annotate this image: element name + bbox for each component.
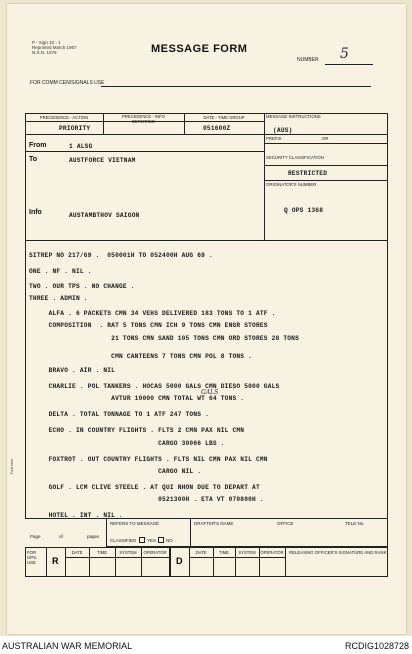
security-top-divider — [264, 165, 388, 166]
body-line: SITREP NO 217/69 . 050001H TO 052400H AUG 69 . — [29, 252, 213, 259]
page-label: Page — [30, 534, 41, 539]
refers-label: REFERS TO MESSAGE — [110, 521, 160, 526]
instructions-label: MESSAGE INSTRUCTIONS — [266, 114, 321, 119]
body-line: THREE . ADMIN . — [29, 295, 88, 302]
message-form-sheet — [7, 4, 406, 634]
form-code-line: N.S.N. 1678 — [32, 50, 57, 55]
dtg-label: DATE - TIME GROUP — [203, 115, 245, 120]
d-col-divider — [189, 557, 285, 558]
body-line: CARGO NIL . — [29, 468, 202, 475]
number-value: 5 — [340, 46, 349, 62]
precedence-action-label: PRECEDENCE - ACTION — [39, 115, 89, 120]
prefix-divider — [264, 143, 388, 144]
to-value: AUSTFORCE VIETNAM — [69, 157, 136, 164]
dtg-value: 051600Z — [203, 125, 231, 132]
body-line: GOLF . LCM CLIVE STEELE . AT QUI NHON DUE TO DEPART AT — [29, 484, 260, 491]
body-line: FOXTROT . OUT COUNTRY FLIGHTS . FLTS NIL CMN PAX NIL CMN — [29, 456, 268, 463]
body-line: COMPOSITION . RAT 5 TONS CMN ICH 9 TONS CMN ENGR STORES — [29, 322, 268, 329]
body-line: CMN CANTEENS 7 TONS CMN POL 8 TONS . — [29, 353, 253, 360]
number-label: NUMBER — [297, 57, 319, 63]
d-label: D — [176, 556, 183, 566]
number-underline — [325, 64, 373, 65]
r-operator-label: OPERATOR — [143, 550, 167, 555]
ops-divider-5 — [169, 547, 171, 577]
r-col-divider — [65, 557, 169, 558]
info-label: Info — [29, 209, 42, 216]
no-label: NO — [166, 538, 173, 543]
form-code-line: Reprinted March 1967 — [32, 45, 77, 50]
releasing-label: RELEASING OFFICER'S SIGNATURE AND RANK — [289, 550, 387, 555]
office-label: OFFICE — [277, 521, 294, 526]
originator-label: ORIGINATOR'S NUMBER — [266, 182, 317, 187]
from-divider — [25, 151, 264, 152]
body-line: TWO . OUR TPS . NO CHANGE . — [29, 283, 135, 290]
form-code-line: P - Sign 32 - 1 — [32, 40, 61, 45]
r-system-label: SYSTEM — [119, 550, 137, 555]
r-time-label: TIME — [96, 550, 107, 555]
for-comm-label: FOR COMM CEN/SIGNALS USE — [30, 80, 105, 86]
from-label: From — [29, 142, 47, 149]
d-date-label: DATE — [195, 550, 207, 555]
body-line: ALFA . 6 PACKETS CMN 34 VEHS DELIVERED 183 TONS TO 1 ATF . — [29, 310, 276, 317]
refers-divider — [190, 519, 191, 547]
body-line: ONE . NF . NIL . — [29, 268, 92, 275]
body-line: 0521300H . ETA VT 070800H . — [29, 496, 264, 503]
from-value: 1 ALSG — [69, 143, 93, 150]
body-line: CHARLIE . POL TANKERS . HOCAS 5000 GALS CMN DIESO 5000 GALS — [29, 383, 280, 390]
tele-label: TELE No. — [345, 521, 365, 526]
body-line: DELTA . TOTAL TONNAGE TO 1 ATF 247 TONS . — [29, 411, 210, 418]
body-line: AVTUR 10000 CMN TOTAL WT 64 TONS . — [29, 395, 245, 402]
form-code-lines — [32, 40, 77, 55]
yes-label: YES — [147, 538, 157, 543]
d-operator-label: OPERATOR — [260, 550, 284, 555]
pages-label: pages — [87, 534, 100, 539]
ops-divider-0 — [46, 547, 47, 577]
prefix-label: PREFIX — [266, 136, 282, 141]
security-label: SECURITY CLASSIFICATION — [266, 155, 324, 160]
d-time-label: TIME — [218, 550, 229, 555]
security-value: RESTRICTED — [288, 170, 328, 177]
ops-divider-10 — [285, 547, 286, 577]
precedence-action-value: PRIORITY — [59, 125, 91, 132]
info-value: AUSTAMBTHOV SAIGON — [69, 212, 140, 219]
to-label: To — [29, 156, 38, 163]
d-system-label: SYSTEM — [238, 550, 256, 555]
form-title: MESSAGE FORM — [151, 43, 248, 55]
instructions-value: (AUS) — [273, 127, 293, 134]
caption-left: AUSTRALIAN WAR MEMORIAL — [2, 641, 133, 651]
of-label: of — [59, 534, 63, 539]
security-bottom-divider — [264, 180, 388, 181]
for-ops-label: FOR OPS. USE — [27, 550, 38, 565]
body-line: 21 TONS CMN SAND 105 TONS CMN ORD STORES 28 TONS — [29, 335, 300, 342]
body-line: BRAVO . AIR . NIL — [29, 367, 116, 374]
for-comm-underline — [101, 86, 371, 87]
gr-label: GR — [322, 136, 329, 141]
body-line: CARGO 30066 LBS . — [29, 440, 225, 447]
precedence-info-label: PRECEDENCE - INFO — [122, 114, 165, 119]
classified-no-checkbox[interactable] — [158, 537, 164, 543]
drafter-label: DRAFTER'S NAME — [194, 521, 234, 526]
body-line: ECHO . IN COUNTRY FLIGHTS . FLTS 2 CMN PAX NIL CMN — [29, 427, 245, 434]
precedence-info-deferred: DEFERRED — [131, 119, 156, 124]
right-column-divider — [264, 165, 265, 241]
handwritten-annotation: GALS — [201, 389, 219, 396]
r-label: R — [52, 556, 59, 566]
classified-yes-checkbox[interactable] — [139, 537, 145, 543]
fold-mark: Fold here — [10, 458, 14, 474]
r-date-label: DATE — [71, 550, 83, 555]
originator-value: Q OPS 1368 — [284, 207, 324, 214]
classified-label: CLASSIFIED — [110, 538, 137, 543]
caption-right: RCDIG1028728 — [344, 641, 409, 651]
body-line: HOTEL . INT . NIL . — [29, 512, 123, 519]
